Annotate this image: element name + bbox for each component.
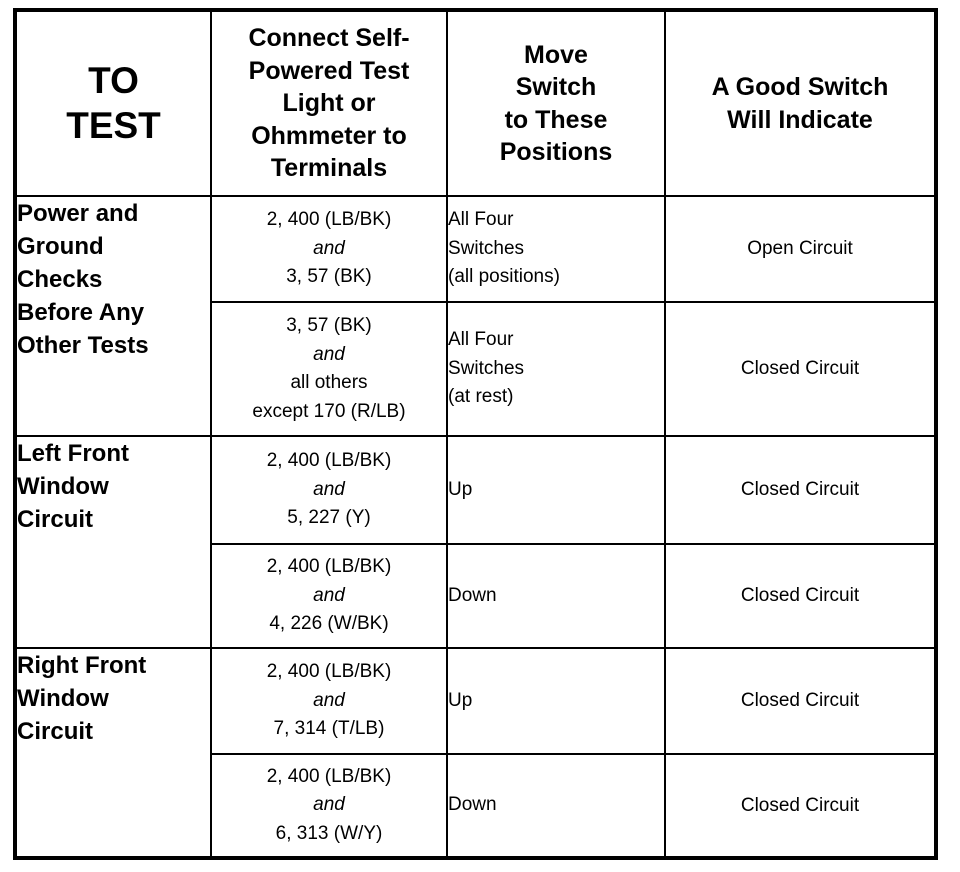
positions-cell	[447, 302, 665, 436]
indicate-cell: Closed Circuit	[665, 436, 936, 544]
header-line: Light or	[282, 89, 376, 118]
position-line: Switches	[448, 357, 525, 379]
indicate-cell: Closed Circuit	[665, 544, 936, 648]
position-line: Up	[448, 478, 473, 500]
group-label-line: Checks	[17, 266, 103, 294]
header-positions	[447, 10, 665, 196]
terminal-conjunction: and	[313, 794, 345, 816]
group-label-power-ground	[15, 196, 211, 436]
group-label-line: Circuit	[17, 718, 94, 746]
header-line: Terminals	[270, 154, 388, 183]
group-label-line: Ground	[17, 233, 104, 261]
group-label-line: Window	[17, 685, 109, 713]
indicate-cell: Closed Circuit	[665, 754, 936, 858]
header-terminals	[211, 10, 447, 196]
position-line: (all positions)	[448, 266, 560, 288]
terminal-line: all others	[290, 372, 368, 393]
header-line: TO	[88, 60, 139, 102]
terminals-cell	[211, 544, 447, 648]
terminal-conjunction: and	[313, 237, 345, 259]
terminal-line: 7, 314 (T/LB)	[273, 718, 385, 740]
group-label-left-front	[15, 436, 211, 648]
group-label-right-front	[15, 648, 211, 858]
header-line: TEST	[66, 104, 161, 146]
switch-test-table	[13, 8, 938, 860]
header-indicate	[665, 10, 936, 196]
header-line: Switch	[515, 73, 597, 101]
position-line: (at rest)	[448, 386, 514, 408]
position-line: All Four	[448, 329, 514, 351]
header-row	[15, 10, 936, 196]
header-line: Positions	[499, 138, 613, 166]
positions-cell	[447, 754, 665, 858]
indicate-cell: Closed Circuit	[665, 302, 936, 436]
header-line: Powered Test	[248, 56, 410, 85]
group-label-line: Window	[17, 473, 109, 501]
group-label-line: Left Front	[17, 440, 129, 467]
positions-cell	[447, 196, 665, 302]
positions-cell	[447, 544, 665, 648]
terminal-conjunction: and	[313, 478, 345, 500]
terminal-line: 2, 400 (LB/BK)	[266, 450, 392, 472]
terminal-line: 3, 57 (BK)	[286, 266, 372, 288]
position-line: All Four	[448, 209, 514, 231]
terminal-line: 2, 400 (LB/BK)	[266, 765, 392, 787]
header-line: Move	[524, 40, 588, 69]
terminal-conjunction: and	[313, 343, 345, 365]
group-label-line: Right Front	[17, 652, 147, 679]
positions-cell	[447, 648, 665, 754]
terminal-line: 4, 226 (W/BK)	[269, 613, 389, 635]
terminal-line: except 170 (R/LB)	[252, 400, 406, 422]
indicate-cell: Closed Circuit	[665, 648, 936, 754]
table-row	[15, 436, 936, 544]
header-to-test	[15, 10, 211, 196]
positions-cell	[447, 436, 665, 544]
terminals-cell	[211, 648, 447, 754]
group-label-line: Power and	[17, 200, 139, 227]
terminals-cell	[211, 196, 447, 302]
terminals-cell	[211, 754, 447, 858]
position-line: Switches	[448, 237, 525, 259]
terminals-cell	[211, 302, 447, 436]
terminal-line: 3, 57 (BK)	[286, 315, 372, 336]
terminals-cell	[211, 436, 447, 544]
header-line: Will Indicate	[727, 105, 873, 134]
header-line: Ohmmeter to	[251, 121, 407, 150]
terminal-line: 2, 400 (LB/BK)	[266, 209, 392, 231]
position-line: Down	[448, 584, 497, 606]
position-line: Down	[448, 794, 497, 816]
group-label-line: Other Tests	[17, 332, 149, 360]
group-label-line: Circuit	[17, 506, 94, 534]
header-line: Connect Self-	[248, 24, 410, 53]
header-line: to These	[504, 105, 608, 134]
table-row	[15, 648, 936, 754]
terminal-line: 2, 400 (LB/BK)	[266, 556, 392, 578]
terminal-conjunction: and	[313, 689, 345, 711]
indicate-cell: Open Circuit	[665, 196, 936, 302]
terminal-line: 2, 400 (LB/BK)	[266, 661, 392, 683]
group-label-line: Before Any	[17, 299, 145, 327]
terminal-line: 5, 227 (Y)	[287, 507, 371, 529]
table-row	[15, 196, 936, 302]
header-line: A Good Switch	[711, 73, 889, 101]
position-line: Up	[448, 689, 473, 711]
terminal-conjunction: and	[313, 584, 345, 606]
terminal-line: 6, 313 (W/Y)	[275, 822, 383, 844]
